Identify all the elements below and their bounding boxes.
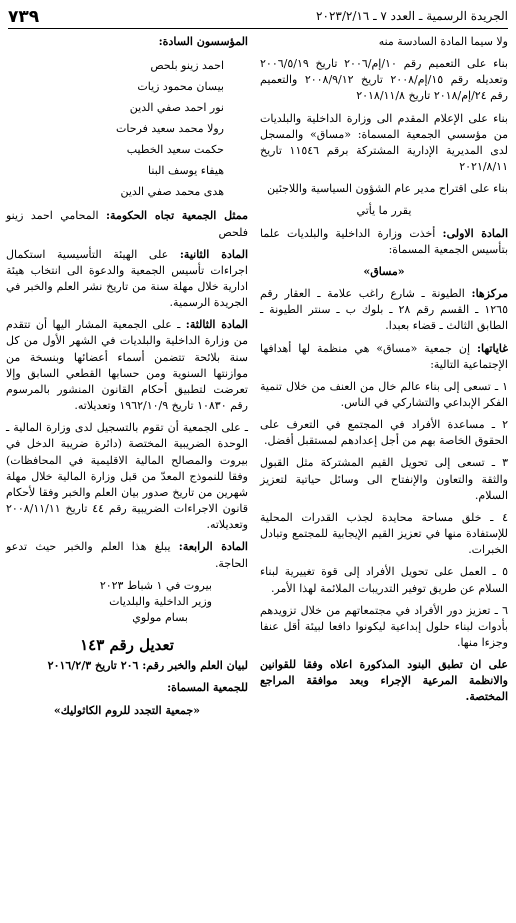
article-3 bbox=[6, 317, 248, 414]
founder-name: رولا محمد سعيد فرحات bbox=[116, 121, 224, 135]
place-date: بيروت في ١ شباط ٢٠٢٣ bbox=[99, 578, 212, 592]
association-name: «مساق» bbox=[363, 264, 405, 278]
goals bbox=[260, 341, 508, 373]
headquarters-label: مركزها: bbox=[471, 287, 508, 301]
goals-label: غاياتها: bbox=[476, 341, 508, 355]
decision-heading: يقرر ما يأتي bbox=[356, 204, 412, 218]
paragraph-notice: بناء على الإعلام المقدم الى وزارة الداخلية والبلديات من مؤسسي الجمعية المسماة: «مساق» والمسجل لدى المديرية الإدارية المشتركة برقم ١١٥٤٦ تاريخ ٢٠٢١/٨/١١ bbox=[260, 111, 508, 174]
article-1-text: أخذت وزارة الداخلية والبلديات علما بتأسيس الجمعية المسماة: bbox=[260, 226, 508, 256]
amendment-association-name: «جمعية التجدد للروم الكاثوليك» bbox=[53, 703, 201, 717]
amendment-association-label: للجمعية المسماة: bbox=[167, 681, 248, 695]
article-2 bbox=[6, 247, 248, 312]
article-2-label: المادة الثانية: bbox=[179, 247, 249, 261]
representative-text: المحامي احمد زينو فلحص bbox=[6, 209, 248, 239]
goals-text: إن جمعية «مساق» هي منظمة لها أهدافها الإجتماعية التالية: bbox=[260, 341, 508, 371]
gazette-title: الجريدة الرسمية ـ العدد ٧ ـ ٢٠٢٣/٢/١٦ bbox=[316, 9, 508, 24]
amendment-reference: لبيان العلم والخبر رقم: ٢٠٦ تاريخ ٢٠١٦/٢/٣ bbox=[47, 659, 248, 673]
founder-name: احمد زينو بلحص bbox=[150, 59, 224, 73]
left-column bbox=[6, 34, 248, 725]
goal-item: ٣ ـ تسعى إلى تحويل القيم المشتركة مثل القبول والثقة والتعاون والإنفتاح الى وسائل حياتية لتعزيز السلام. bbox=[260, 456, 508, 502]
amendment-number: تعديل رقم ١٤٣ bbox=[80, 636, 174, 655]
paragraph-circulars: بناء على التعميم رقم ١٠/إم/٢٠٠٦ تاريخ ٢٠٠٦/٥/١٩ وتعديله رقم ١٥/إم/٢٠٠٨ تاريخ ٢٠٠٨/٩/١٢ والتعميم رقم ٢٤/إم/٢٠١٨ تاريخ ٢٠١٨/١١/٨ bbox=[260, 57, 508, 103]
headquarters-text: الطيونة ـ شارع راغب علامة ـ العقار رقم ١٢٦٥ ـ القسم رقم ٢٨ ـ بلوك ب ـ سنتر الطيونة ـ الطابق الثالث ـ قضاء بعبدا. bbox=[260, 287, 508, 333]
minister-name: بسام مولوي bbox=[132, 610, 188, 624]
article-2-text: على الهيئة التأسيسية استكمال اجراءات تأسيس الجمعية والدعوة الى انتخاب هيئة ادارية خلال مهلة سنة من تاريخ نشر العلم والخبر في الجريدة الرسمية. bbox=[6, 247, 248, 310]
founder-name: حكمت سعيد الخطيب bbox=[126, 142, 224, 156]
goal-item: ٦ ـ تعزيز دور الأفراد في مجتمعاتهم من خلال تزويدهم بأدوات لبناء حلول إبداعية ليكونوا دافعا لبيئة أقل عنفا وجزءا منها. bbox=[260, 603, 508, 649]
paragraph-proposal: بناء على اقتراح مدير عام الشؤون السياسية واللاجئين bbox=[267, 182, 508, 196]
article-4-label: المادة الرابعة: bbox=[178, 540, 248, 554]
headquarters bbox=[260, 286, 508, 334]
article-4-text: يبلغ هذا العلم والخبر حيث تدعو الحاجة. bbox=[6, 540, 248, 570]
page-number: ٧٣٩ bbox=[8, 6, 40, 27]
founder-name: هدى محمد صفي الدين bbox=[120, 184, 224, 198]
goal-item: ٢ ـ مساعدة الأفراد في المجتمع في التعرف على الحقوق الخاصة بهم من أجل إعدادهم لمستقبل أفضل. bbox=[260, 418, 508, 448]
founder-name: نور احمد صفي الدين bbox=[129, 100, 224, 114]
article-3-tax: ـ على الجمعية أن تقوم بالتسجيل لدى وزارة المالية ـ الوحدة الضريبية المختصة (دائرة ضريبة الدخل في بيروت والمصالح المالية الاقليمية في المحافظات) وفقا للنموذج المعدّ من قبل وزارة المالية خلال مهلة شهرين من تاريخ صدور بيان العلم والخبر وفقا لأحكام قانون الاجراءات الضريبية رقم ٤٤ تاريخ ٢٠٠٨/١١/١١ وتعديلاته. bbox=[6, 421, 248, 532]
page-header bbox=[8, 6, 508, 29]
article-3-label: المادة الثالثة: bbox=[185, 318, 248, 332]
goal-item: ١ ـ تسعى إلى بناء عالم خال من العنف من خلال تنمية الفكر الإبداعي والتشاركي في الناس. bbox=[260, 379, 508, 409]
founders-list bbox=[6, 56, 248, 202]
right-column bbox=[260, 34, 508, 712]
government-representative bbox=[6, 208, 248, 240]
article-1 bbox=[260, 226, 508, 258]
final-clause: على ان تطبق البنود المذكورة اعلاه وفقا للقوانين والانظمة المرعية الإجراء وبعد موافقة المراجع المختصة. bbox=[260, 658, 508, 704]
minister-title: وزير الداخلية والبلديات bbox=[109, 594, 212, 608]
article-3-text: ـ على الجمعية المشار اليها أن تتقدم من وزارة الداخلية والبلديات في الشهر الأول من كل سنة بلائحة تتضمن أسماء أعضائها وبنسخة من موازنتها السنوية ومن حسابها القطعي السابق وإلا تعرضت لتطبيق أحكام القانون المنشور بالمرسوم رقم ١٠٨٣٠ تاريخ ١٩٦٢/١٠/٩ وتعديلاته. bbox=[6, 318, 248, 413]
founder-name: هيفاء يوسف البنا bbox=[148, 163, 224, 177]
founders-title: المؤسسون السادة: bbox=[158, 35, 248, 48]
goal-item: ٥ ـ العمل على تحويل الأفراد إلى قوة تغييرية لبناء السلام عن طريق توفير التدريبات الملائمة لهذا الأمر. bbox=[260, 565, 508, 595]
goal-item: ٤ ـ خلق مساحة محايدة لجذب القدرات المحلية للإستفادة منها في تعزيز القيم الإيجابية للمجتمع وتبادل الخبرات. bbox=[260, 510, 508, 557]
founder-name: بيسان محمود زيات bbox=[137, 80, 224, 94]
intro-line: ولا سيما المادة السادسة منه bbox=[378, 35, 508, 48]
article-4 bbox=[6, 539, 248, 571]
article-1-label: المادة الاولى: bbox=[442, 226, 508, 240]
representative-label: ممثل الجمعية تجاه الحكومة: bbox=[105, 209, 248, 223]
